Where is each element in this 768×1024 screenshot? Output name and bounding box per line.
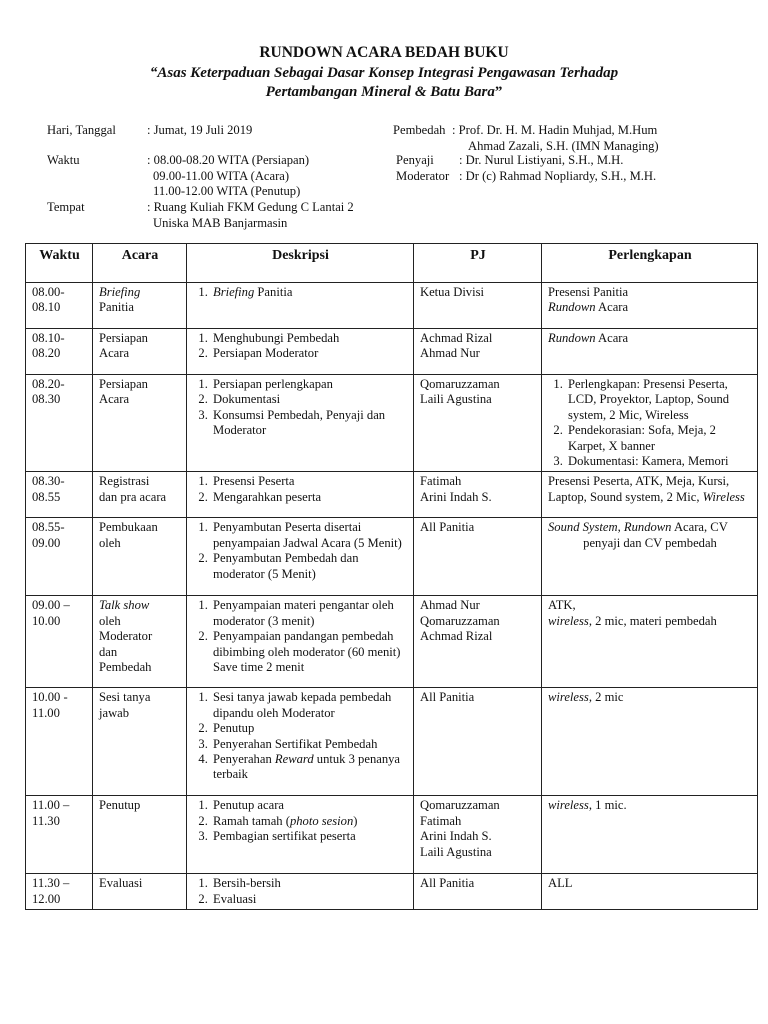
pj-name: Fatimah: [420, 813, 462, 828]
deskripsi-item: [211, 392, 408, 407]
waktu-value-3: 11.00-12.00 WITA (Penutup): [153, 184, 301, 198]
text-italic: Briefing: [213, 285, 255, 299]
table-row: [26, 688, 758, 796]
text-italic: wireless: [548, 613, 589, 628]
cell-waktu: [26, 329, 93, 375]
text: Penyerahan Sertifikat Pembedah: [213, 736, 378, 751]
deskripsi-list: [193, 798, 408, 844]
cell-pj: [414, 596, 542, 688]
deskripsi-item: [211, 721, 408, 736]
deskripsi-item: [211, 829, 408, 844]
deskripsi-item: [211, 892, 408, 907]
text: Dokumentasi: [213, 392, 281, 407]
waktu-text: 08.55: [32, 489, 61, 504]
acara-text: Evaluasi: [99, 876, 143, 891]
waktu-text: 08.20: [32, 346, 61, 361]
deskripsi-item: [211, 520, 408, 551]
deskripsi-list: [193, 474, 408, 505]
deskripsi-item: [211, 752, 408, 783]
acara-text: Pembedah: [99, 660, 152, 675]
acara-text: Registrasi: [99, 474, 150, 489]
waktu-text: 08.30: [32, 392, 61, 407]
deskripsi-list: [193, 690, 408, 782]
cell-deskripsi: [187, 472, 414, 518]
text: Penyampaian materi pengantar oleh moderator (3 menit): [213, 598, 394, 628]
cell-deskripsi: [187, 688, 414, 796]
table-row: [26, 518, 758, 596]
cell-pj: [414, 375, 542, 472]
text: Save time 2 menit: [213, 660, 305, 675]
text: Konsumsi Pembedah, Penyaji dan Moderator: [213, 407, 386, 438]
cell-pj: [414, 688, 542, 796]
pj-name: Achmad Rizal: [420, 331, 493, 345]
perlengkapan-list: [548, 377, 752, 469]
table-row: [26, 472, 758, 518]
perlengkapan-item: [566, 454, 752, 469]
text: Acara: [595, 331, 629, 345]
text: , 1 mic.: [588, 798, 627, 813]
cell-pj: [414, 472, 542, 518]
deskripsi-item: [211, 551, 408, 582]
pj-name: Ahmad Nur: [420, 346, 480, 361]
cell-pj: [414, 283, 542, 329]
acara-text: Penutup: [99, 798, 141, 813]
perlengkapan-item: [566, 423, 752, 454]
deskripsi-item: [211, 598, 408, 629]
hari-value: : Jumat, 19 Juli 2019: [147, 123, 253, 137]
acara-text: dan pra acara: [99, 489, 167, 504]
waktu-text: 09.00 –: [32, 598, 70, 613]
waktu-text: 08.10: [32, 300, 61, 315]
deskripsi-item: [211, 629, 408, 675]
rundown-table: [25, 243, 758, 910]
waktu-text: 09.00: [32, 535, 61, 550]
pj-name: All Panitia: [420, 520, 475, 535]
cell-acara: [93, 796, 187, 874]
text: penyaji dan CV pembedah: [583, 535, 717, 550]
cell-acara: [93, 472, 187, 518]
hari-label: Hari, Tanggal: [47, 123, 116, 137]
cell-perlengkapan: [542, 472, 758, 518]
waktu-text: 08.20-: [32, 377, 65, 391]
waktu-text: 08.55-: [32, 520, 65, 535]
cell-deskripsi: [187, 596, 414, 688]
deskripsi-item: [211, 377, 408, 392]
table-row: [26, 375, 758, 472]
cell-acara: [93, 283, 187, 329]
moderator-value: : Dr (c) Rahmad Nopliardy, S.H., M.H.: [459, 168, 657, 183]
acara-text: Acara: [99, 392, 130, 407]
waktu-label: Waktu: [47, 153, 80, 167]
text: Persiapan Moderator: [213, 346, 319, 361]
cell-perlengkapan: [542, 796, 758, 874]
pj-name: Ketua Divisi: [420, 285, 485, 299]
cell-deskripsi: [187, 329, 414, 375]
pj-name: Arini Indah S.: [420, 829, 492, 844]
document-subtitle: [40, 64, 728, 102]
subtitle-line-2: Pertambangan Mineral & Batu Bara: [265, 84, 495, 100]
deskripsi-item: [211, 690, 408, 721]
text: Presensi Panitia: [548, 285, 629, 299]
waktu-value-2: 09.00-11.00 WITA (Acara): [153, 168, 290, 183]
text: Penutup acara: [213, 798, 284, 813]
tempat-value-2: Uniska MAB Banjarmasin: [153, 215, 288, 230]
acara-text: Panitia: [99, 300, 134, 315]
cell-acara: [93, 329, 187, 375]
acara-text: oleh: [99, 535, 121, 550]
cell-deskripsi: [187, 283, 414, 329]
perlengkapan-text: Pendekorasian: Sofa, Meja, 2 Karpet, X banner: [568, 423, 716, 453]
table-row: [26, 874, 758, 910]
text: Mengarahkan peserta: [213, 489, 322, 504]
cell-pj: [414, 518, 542, 596]
pj-name: Qomaruzzaman: [420, 798, 500, 813]
waktu-text: 10.00: [32, 613, 61, 628]
waktu-text: 08.10-: [32, 331, 65, 345]
text: , 2 mic, materi pembedah: [588, 613, 717, 628]
cell-waktu: [26, 874, 93, 910]
perlengkapan-text: Perlengkapan: Presensi Peserta, LCD, Proyektor, Laptop, Sound system, 2 Mic, Wireless: [568, 377, 730, 422]
text-italic: Rundown: [548, 331, 596, 345]
header-perlengkapan: Perlengkapan: [542, 244, 758, 283]
text-italic: Rundown: [548, 300, 596, 315]
pj-name: Achmad Rizal: [420, 629, 493, 644]
tempat-label: Tempat: [47, 200, 85, 214]
deskripsi-item: [211, 737, 408, 752]
cell-waktu: [26, 596, 93, 688]
cell-deskripsi: [187, 518, 414, 596]
cell-waktu: [26, 518, 93, 596]
text: Penyambutan Pembedah dan moderator (5 Menit): [213, 551, 359, 581]
deskripsi-list: [193, 331, 408, 362]
deskripsi-item: [211, 876, 408, 891]
subtitle-line-1: “Asas Keterpaduan Sebagai Dasar Konsep Integrasi Pengawasan Terhadap: [149, 65, 619, 81]
cell-acara: [93, 874, 187, 910]
deskripsi-list: [193, 285, 408, 300]
pembedah-value-2: Ahmad Zazali, S.H. (IMN Managing): [468, 138, 659, 153]
header-deskripsi: Deskripsi: [187, 244, 414, 283]
penyaji-label: Penyaji: [396, 153, 434, 167]
acara-text: Pembukaan: [99, 520, 158, 535]
cell-pj: [414, 329, 542, 375]
text: Penutup: [213, 721, 255, 736]
cell-perlengkapan: [542, 874, 758, 910]
acara-text: dan: [99, 644, 118, 659]
text-italic: wireless: [548, 798, 589, 813]
cell-perlengkapan: [542, 283, 758, 329]
pj-name: Fatimah: [420, 474, 462, 489]
cell-deskripsi: [187, 375, 414, 472]
perlengkapan-item: [566, 377, 752, 423]
deskripsi-item: [211, 798, 408, 813]
text: , 2 mic: [588, 690, 624, 705]
cell-waktu: [26, 283, 93, 329]
cell-pj: [414, 796, 542, 874]
cell-deskripsi: [187, 796, 414, 874]
text: ALL: [548, 876, 573, 891]
cell-perlengkapan: [542, 518, 758, 596]
deskripsi-item: [211, 474, 408, 489]
text-italic: Sound System: [548, 520, 618, 535]
text-italic: wireless: [548, 690, 589, 705]
pembedah-label: Pembedah: [393, 123, 446, 137]
text: Evaluasi: [213, 891, 257, 906]
acara-text: jawab: [99, 705, 130, 720]
text: Penyambutan Peserta disertai penyampaian Jadwal Acara (5 Menit): [213, 520, 402, 550]
tempat-value-1: : Ruang Kuliah FKM Gedung C Lantai 2: [147, 200, 354, 214]
header-pj: PJ: [414, 244, 542, 283]
cell-acara: [93, 596, 187, 688]
cell-pj: [414, 874, 542, 910]
text-italic: Reward: [274, 752, 314, 767]
acara-text: Sesi tanya: [99, 690, 151, 705]
table-header-row: [26, 244, 758, 283]
waktu-text: 10.00 -: [32, 690, 68, 705]
pj-name: Qomaruzzaman: [420, 613, 500, 628]
cell-perlengkapan: [542, 688, 758, 796]
pj-name: Ahmad Nur: [420, 598, 480, 613]
deskripsi-item: [211, 346, 408, 361]
deskripsi-item: [211, 408, 408, 439]
waktu-text: 08.00-: [32, 285, 65, 299]
header-acara: Acara: [93, 244, 187, 283]
pj-name: All Panitia: [420, 690, 475, 705]
deskripsi-item: [211, 490, 408, 505]
pembedah-value-1: : Prof. Dr. H. M. Hadin Muhjad, M.Hum: [452, 123, 658, 137]
waktu-text: 11.30: [32, 813, 60, 828]
document-title: RUNDOWN ACARA BEDAH BUKU: [259, 44, 509, 61]
text-italic: Wireless: [702, 489, 745, 504]
text-italic: photo sesion: [289, 813, 354, 828]
deskripsi-list: [193, 876, 408, 907]
cell-deskripsi: [187, 874, 414, 910]
text: Acara, CV: [671, 520, 728, 535]
acara-italic: Briefing: [99, 285, 141, 299]
acara-text: Moderator: [99, 629, 153, 644]
text: Panitia: [254, 285, 293, 299]
text: Presensi Peserta: [213, 474, 295, 489]
cell-waktu: [26, 375, 93, 472]
cell-perlengkapan: [542, 329, 758, 375]
pj-name: Qomaruzzaman: [420, 377, 500, 391]
cell-waktu: [26, 796, 93, 874]
waktu-text: 11.00: [32, 705, 60, 720]
text: Penyampaian pandangan pembedah dibimbing oleh moderator (60 menit): [213, 629, 401, 659]
waktu-text: 12.00: [32, 891, 61, 906]
table-row: [26, 329, 758, 375]
acara-italic: Talk show: [99, 598, 150, 613]
cell-acara: [93, 375, 187, 472]
table-row: [26, 283, 758, 329]
text: Acara: [595, 300, 629, 315]
table-body: [26, 283, 758, 910]
acara-text: Persiapan: [99, 331, 148, 345]
acara-text: oleh: [99, 613, 121, 628]
cell-waktu: [26, 472, 93, 518]
pj-name: All Panitia: [420, 876, 475, 891]
pj-name: Laili Agustina: [420, 844, 492, 859]
waktu-text: 08.30-: [32, 474, 65, 489]
text: ,: [617, 520, 624, 535]
deskripsi-list: [193, 377, 408, 439]
cell-waktu: [26, 688, 93, 796]
deskripsi-item: [211, 331, 408, 346]
text: Penyerahan: [213, 752, 275, 767]
text: Pembagian sertifikat peserta: [213, 829, 356, 844]
deskripsi-list: [193, 598, 408, 675]
cell-acara: [93, 688, 187, 796]
header-waktu: Waktu: [26, 244, 93, 283]
acara-text: Acara: [99, 346, 130, 361]
waktu-value-1: : 08.00-08.20 WITA (Persiapan): [147, 153, 310, 167]
waktu-text: 11.30 –: [32, 876, 70, 891]
moderator-label: Moderator: [396, 168, 450, 183]
text: Presensi Peserta, ATK, Meja, Kursi, Laptop, Sound system, 2 Mic,: [548, 474, 730, 504]
deskripsi-list: [193, 520, 408, 582]
text: Bersih-bersih: [213, 876, 281, 891]
deskripsi-item: [211, 814, 408, 829]
deskripsi-item: [211, 285, 408, 300]
text: Ramah tamah (: [213, 813, 290, 828]
text: Persiapan perlengkapan: [213, 377, 333, 391]
perlengkapan-text: Dokumentasi: Kamera, Memori: [568, 454, 729, 469]
table-row: [26, 796, 758, 874]
text-italic: Rundown: [623, 520, 672, 535]
text: untuk 3 penanya terbaik: [213, 752, 401, 782]
text: ATK,: [548, 598, 576, 613]
pj-name: Arini Indah S.: [420, 489, 492, 504]
pj-name: Laili Agustina: [420, 392, 492, 407]
table-row: [26, 596, 758, 688]
acara-text: Persiapan: [99, 377, 148, 391]
text: Menghubungi Pembedah: [213, 331, 340, 345]
cell-perlengkapan: [542, 596, 758, 688]
waktu-text: 11.00 –: [32, 798, 70, 813]
cell-acara: [93, 518, 187, 596]
cell-perlengkapan: [542, 375, 758, 472]
penyaji-value: : Dr. Nurul Listiyani, S.H., M.H.: [459, 153, 624, 167]
text: ): [353, 813, 358, 828]
subtitle-close-quote: ”: [494, 84, 503, 100]
text: Sesi tanya jawab kepada pembedah dipandu oleh Moderator: [213, 690, 392, 720]
